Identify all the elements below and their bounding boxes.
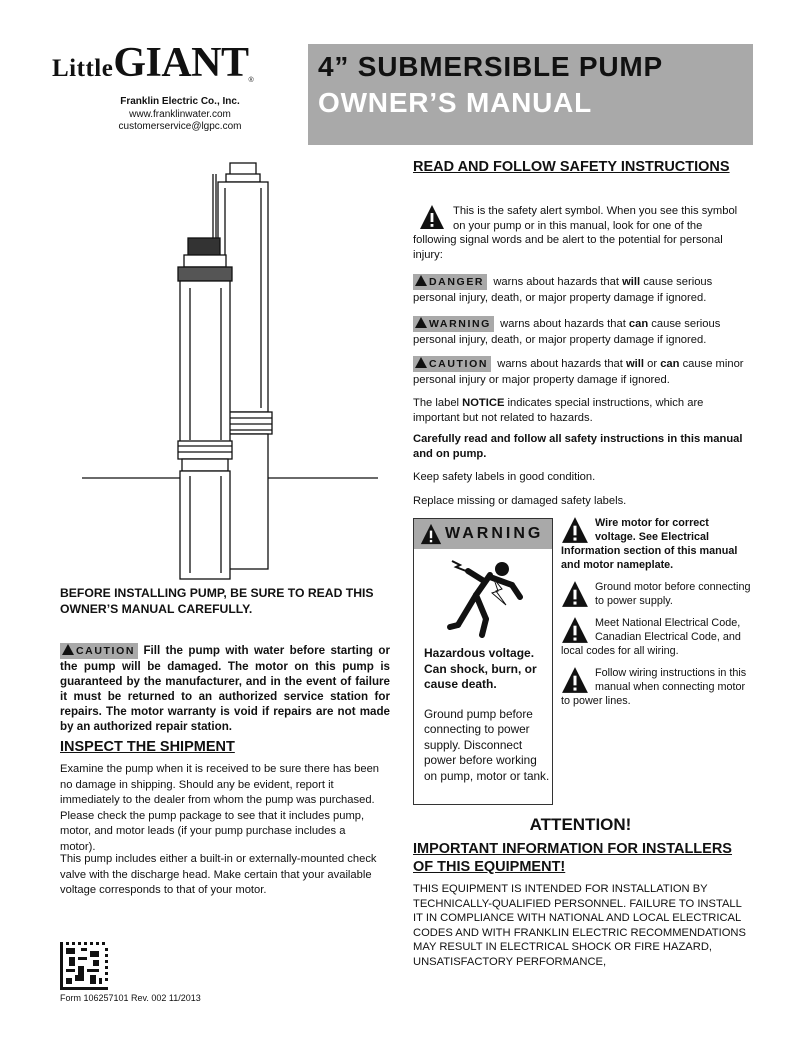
caution-text-will: will (625, 358, 645, 370)
installer-warning-text: THIS EQUIPMENT IS INTENDED FOR INSTALLATION BY TECHNICALLY-QUALIFIED PERSONNEL. FAILURE TO INSTALL IT IN COMPLIANCE WITH NATIONAL AND LOCAL ELECTRICAL CODES AND WITH FRANKLIN ELECTRIC RECOMMENDATIONS MAY RESULT IN ELECTRICAL SHOCK OR FIRE HAZARD, UNSATISFACTORY PERFORMANCE, (413, 883, 746, 968)
caution-definition (413, 356, 748, 388)
warning-triangle-icon (420, 523, 442, 545)
ground-pump-text: Ground pump before connecting to power supply. Disconnect power before working on pump, motor or tank. (424, 706, 550, 783)
list-item (561, 580, 751, 608)
safety-alert-icon (561, 516, 589, 544)
danger-badge-label: DANGER (429, 276, 485, 288)
replace-labels-text: Replace missing or damaged safety labels. (413, 495, 627, 507)
datamatrix-code (60, 942, 108, 990)
warning-box (413, 518, 553, 805)
bullet-text: Meet National Electrical Code, Canadian Electrical Code, and local codes for all wiring. (561, 617, 741, 657)
before-installing-notice: BEFORE INSTALLING PUMP, BE SURE TO READ THIS OWNER’S MANUAL CAREFULLY. (60, 586, 374, 616)
title-banner (308, 44, 753, 145)
warning-badge-label: WARNING (429, 318, 491, 330)
form-number: Form 106257101 Rev. 002 11/2013 (60, 993, 201, 1003)
safety-alert-text: This is the safety alert symbol. When you see this symbol on your pump or in this manual, look for one of the following signal words and be alert to the potential for personal injury: (413, 205, 738, 261)
warning-badge (413, 316, 494, 332)
safety-alert-icon (561, 616, 589, 644)
danger-text-will: will (622, 276, 641, 288)
caution-text-or: or (644, 358, 661, 370)
notice-text-c: indicates special instructions, which are important but not related to hazards. (413, 397, 704, 424)
list-item (561, 666, 751, 708)
logo-reg-mark: ® (248, 77, 254, 84)
alert-triangle-icon (415, 317, 427, 328)
danger-text-c: cause serious personal injury, death, or major property damage if ignored. (413, 276, 713, 304)
keep-labels-text: Keep safety labels in good condition. (413, 471, 596, 483)
company-info (80, 96, 280, 134)
caution-fill-pump (60, 643, 390, 734)
warning-box-header (414, 519, 552, 549)
warning-definition (413, 316, 748, 348)
warning-text-c: cause serious personal injury, death, or major property damage if ignored. (413, 318, 721, 346)
safety-alert-icon (561, 580, 589, 608)
read-safety-heading: READ AND FOLLOW SAFETY INSTRUCTIONS (413, 159, 730, 175)
title-line-1: 4” SUBMERSIBLE PUMP (318, 51, 664, 82)
notice-definition (413, 396, 748, 425)
bullet-text: Ground motor before connecting to power supply. (595, 581, 751, 607)
caution-text-a: warns about hazards that (497, 358, 626, 370)
logo-giant-text: GIANT (113, 40, 249, 86)
inspect-paragraph-1: Examine the pump when it is received to be sure there has been no damage in shipping. Should any be evident, report it immediately to the dealer from whom the pump was purchased. Please check the pump package to see that it includes pump, motor, and motor leads (if your pump purchase includes a motor). (60, 763, 380, 853)
alert-triangle-icon (62, 644, 74, 655)
hazardous-voltage-text: Hazardous voltage. Can shock, burn, or cause death. (424, 646, 537, 691)
inspect-paragraph-2: This pump includes either a built-in or externally-mounted check valve with the discharge head. Make certain that your available voltage corresponds to that of your motor. (60, 853, 377, 896)
danger-definition (413, 274, 748, 306)
warning-text-a: warns about hazards that (500, 318, 629, 330)
caution-badge-label: CAUTION (76, 645, 136, 657)
danger-badge (413, 274, 487, 290)
warning-text-can: can (628, 318, 649, 330)
list-item (561, 516, 751, 572)
company-name: Franklin Electric Co., Inc. (120, 96, 240, 107)
caution-text-can: can (660, 358, 680, 370)
carefully-read-notice: Carefully read and follow all safety instructions in this manual and on pump. (413, 433, 743, 460)
title-line-2: OWNER’S MANUAL (318, 87, 593, 118)
bullet-text: Wire motor for correct voltage. See Electrical Information section of this manual and motor nameplate. (561, 517, 738, 571)
electric-shock-icon (428, 555, 538, 640)
notice-word: NOTICE (462, 397, 505, 409)
electrical-safety-list (561, 516, 751, 716)
notice-text-a: The label (413, 397, 463, 409)
logo-little-text: Little (52, 55, 114, 82)
inspect-heading: INSPECT THE SHIPMENT (60, 739, 235, 755)
company-email[interactable]: customerservice@lgpc.com (118, 121, 242, 132)
caution-def-badge (413, 356, 491, 372)
danger-text-a: warns about hazards that (493, 276, 623, 288)
list-item (561, 616, 751, 658)
company-website[interactable]: www.franklinwater.com (129, 108, 231, 120)
safety-alert-icon (561, 666, 589, 694)
caution-badge (60, 643, 138, 659)
alert-triangle-icon (415, 275, 427, 286)
little-giant-logo (52, 42, 292, 86)
caution-text-d: cause minor personal injury or major property damage if ignored. (413, 358, 744, 386)
bullet-text: Follow wiring instructions in this manual when connecting motor to power lines. (561, 667, 747, 707)
safety-alert-intro (413, 204, 748, 262)
warning-box-label: WARNING (445, 525, 544, 542)
alert-triangle-icon (415, 357, 427, 368)
pump-illustration (80, 158, 380, 583)
attention-title: ATTENTION! (529, 815, 632, 834)
caution-fill-text: Fill the pump with water before starting or the pump will be damaged. The motor on this pump is guaranteed by the manufacturer, and in the event of failure it must be returned to an authorized service station for repairs. The motor warranty is void if repairs are not made by an authorized repair station. (60, 644, 390, 733)
safety-alert-icon (419, 204, 445, 230)
caution-def-badge-label: CAUTION (429, 358, 489, 370)
important-info-heading: IMPORTANT INFORMATION FOR INSTALLERS OF THIS EQUIPMENT! (413, 841, 732, 875)
